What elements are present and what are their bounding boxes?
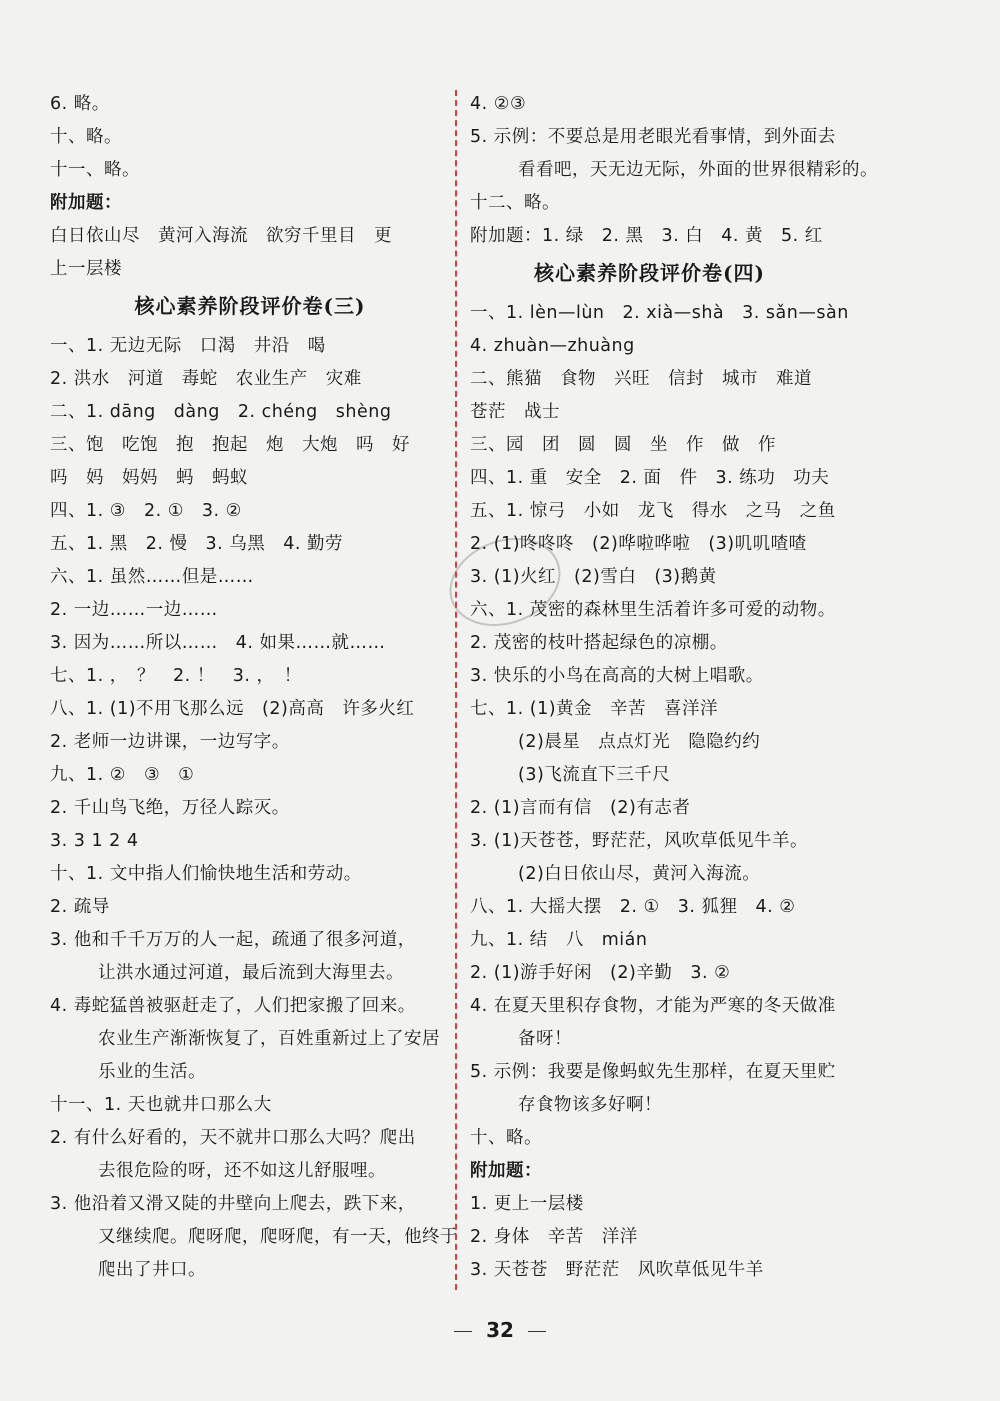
- answer-line: 七、1. ， ？ 2. ！ 3. ， ！: [50, 666, 302, 686]
- answer-line: 5. 示例：我要是像蚂蚁先生那样，在夏天里贮: [470, 1062, 836, 1082]
- answer-line: 3. (1)火红 (2)雪白 (3)鹅黄: [470, 567, 717, 587]
- answer-line: 九、1. ② ③ ①: [50, 765, 195, 785]
- answer-line: 十一、略。: [50, 160, 140, 180]
- answer-line: 六、1. 茂密的森林里生活着许多可爱的动物。: [470, 600, 836, 620]
- answer-line: 十、略。: [470, 1128, 542, 1148]
- answer-line: 2. 一边……一边……: [50, 600, 218, 620]
- answer-line: 四、1. ③ 2. ① 3. ②: [50, 501, 242, 521]
- answer-line: 五、1. 惊弓 小如 龙飞 得水 之马 之鱼: [470, 501, 836, 521]
- answer-line: (2)白日依山尽，黄河入海流。: [518, 864, 761, 884]
- answer-line: 4. 毒蛇猛兽被驱赶走了，人们把家搬了回来。: [50, 996, 416, 1016]
- answer-line: 2. 洪水 河道 毒蛇 农业生产 灾难: [50, 369, 362, 389]
- answer-line: 4. zhuàn—zhuàng: [470, 336, 635, 356]
- answer-line: 二、熊猫 食物 兴旺 信封 城市 难道: [470, 369, 812, 389]
- answer-line: 乐业的生活。: [98, 1062, 206, 1082]
- answer-line: 2. 茂密的枝叶搭起绿色的凉棚。: [470, 633, 728, 653]
- answer-line: (2)晨星 点点灯光 隐隐约约: [518, 732, 761, 752]
- page-number: [0, 1318, 1000, 1342]
- answer-line: 一、1. 无边无际 口渴 井沿 喝: [50, 336, 326, 356]
- column-divider: [455, 90, 457, 1290]
- answer-line: 3. 他沿着又滑又陡的井壁向上爬去，跌下来，: [50, 1194, 416, 1214]
- answer-line: 八、1. (1)不用飞那么远 (2)高高 许多火红: [50, 699, 415, 719]
- answer-line: 1. 更上一层楼: [470, 1194, 584, 1214]
- answer-line: 3. (1)天苍苍，野茫茫，风吹草低见牛羊。: [470, 831, 809, 851]
- answer-line: 6. 略。: [50, 94, 110, 114]
- answer-line: 2. 疏导: [50, 897, 110, 917]
- answer-line: 五、1. 黑 2. 慢 3. 乌黑 4. 勤劳: [50, 534, 344, 554]
- section-heading: 核心素养阶段评价卷(四): [534, 261, 765, 285]
- answer-line: 六、1. 虽然……但是……: [50, 567, 254, 587]
- answer-line: 附加题：: [470, 1161, 542, 1181]
- answer-line: 三、园 团 圆 圆 坐 作 做 作: [470, 435, 776, 455]
- answer-line: 附加题：1. 绿 2. 黑 3. 白 4. 黄 5. 红: [470, 226, 823, 246]
- answer-line: 3. 3 1 2 4: [50, 831, 139, 851]
- answer-line: 十二、略。: [470, 193, 560, 213]
- dash-left: [454, 1331, 472, 1332]
- answer-line: 2. (1)游手好闲 (2)辛勤 3. ②: [470, 963, 731, 983]
- answer-line: 去很危险的呀，还不如这儿舒服哩。: [98, 1161, 386, 1181]
- answer-line: 十一、1. 天也就井口那么大: [50, 1095, 272, 1115]
- answer-line: 白日依山尽 黄河入海流 欲穷千里目 更: [50, 226, 392, 246]
- answer-line: 4. 在夏天里积存食物，才能为严寒的冬天做准: [470, 996, 836, 1016]
- answer-line: 2. 身体 辛苦 洋洋: [470, 1227, 638, 1247]
- answer-line: 苍茫 战士: [470, 402, 560, 422]
- answer-line: 3. 天苍苍 野茫茫 风吹草低见牛羊: [470, 1260, 764, 1280]
- answer-line: 十、1. 文中指人们愉快地生活和劳动。: [50, 864, 362, 884]
- answer-line: 四、1. 重 安全 2. 面 件 3. 练功 功夫: [470, 468, 830, 488]
- answer-line: 2. (1)咚咚咚 (2)哗啦哗啦 (3)叽叽喳喳: [470, 534, 807, 554]
- answer-line: 5. 示例：不要总是用老眼光看事情，到外面去: [470, 127, 836, 147]
- answer-line: 九、1. 结 八 mián: [470, 930, 648, 950]
- answer-line: 2. 老师一边讲课，一边写字。: [50, 732, 290, 752]
- answer-line: 3. 因为……所以…… 4. 如果……就……: [50, 633, 386, 653]
- answer-line: 十、略。: [50, 127, 122, 147]
- answer-line: 让洪水通过河道，最后流到大海里去。: [98, 963, 404, 983]
- answer-line: 一、1. lèn—lùn 2. xià—shà 3. sǎn—sàn: [470, 303, 849, 323]
- answer-line: 八、1. 大摇大摆 2. ① 3. 狐狸 4. ②: [470, 897, 796, 917]
- answer-line: 备呀！: [518, 1029, 572, 1049]
- answer-line: 吗 妈 妈妈 蚂 蚂蚁: [50, 468, 248, 488]
- answer-line: (3)飞流直下三千尺: [518, 765, 671, 785]
- answer-line: 3. 他和千千万万的人一起，疏通了很多河道，: [50, 930, 416, 950]
- right-column: [470, 88, 878, 1287]
- answer-line: 看看吧，天无边无际，外面的世界很精彩的。: [518, 160, 878, 180]
- answer-line: 七、1. (1)黄金 辛苦 喜洋洋: [470, 699, 719, 719]
- section-heading: 核心素养阶段评价卷(三): [134, 294, 366, 318]
- answer-line: 又继续爬。爬呀爬，爬呀爬，有一天，他终于: [98, 1227, 458, 1247]
- answer-line: 4. ②③: [470, 94, 527, 114]
- answer-line: 2. 千山鸟飞绝，万径人踪灭。: [50, 798, 290, 818]
- answer-line: 3. 快乐的小鸟在高高的大树上唱歌。: [470, 666, 764, 686]
- answer-line: 2. 有什么好看的，天不就井口那么大吗？爬出: [50, 1128, 416, 1148]
- answer-line: 上一层楼: [50, 259, 122, 279]
- answer-line: 三、饱 吃饱 抱 抱起 炮 大炮 吗 好: [50, 435, 410, 455]
- answer-line: 2. (1)言而有信 (2)有志者: [470, 798, 691, 818]
- answer-line: 爬出了井口。: [98, 1260, 206, 1280]
- answer-line: 二、1. dāng dàng 2. chéng shèng: [50, 402, 392, 422]
- left-column: [50, 88, 458, 1287]
- answer-line: 附加题：: [50, 193, 122, 213]
- dash-right: [528, 1331, 546, 1332]
- answer-line: 农业生产渐渐恢复了，百姓重新过上了安居: [98, 1029, 440, 1049]
- answer-line: 存食物该多好啊！: [518, 1095, 662, 1115]
- page-number-text: 32: [486, 1318, 514, 1342]
